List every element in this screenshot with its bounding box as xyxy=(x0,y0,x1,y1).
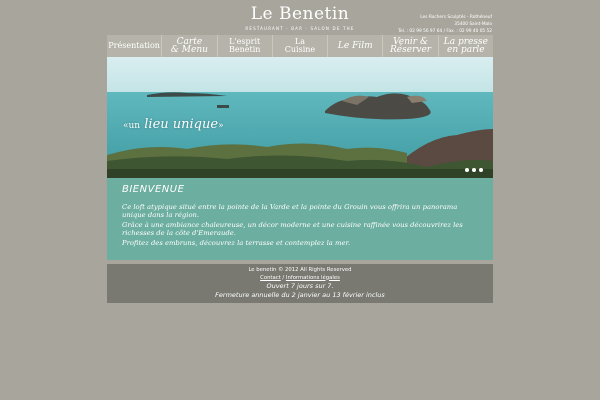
nav-film[interactable]: Le Film xyxy=(328,35,383,57)
welcome-text xyxy=(122,203,482,249)
nav-esprit-benetin[interactable]: L'esprit Benetin xyxy=(218,35,273,57)
annual-closure: Fermeture annuelle du 2 janvier au 13 février inclus xyxy=(215,291,385,299)
welcome-section xyxy=(107,178,493,260)
city-line: 35400 Saint-Malo xyxy=(454,22,492,27)
nav-presse[interactable]: La presse en parle xyxy=(443,37,488,55)
logo-subtitle: RESTAURANT · BAR · SALON DE THE xyxy=(245,26,355,31)
welcome-paragraph: Profitez des embruns, découvrez la terrasse et contemplez la mer. xyxy=(122,239,351,247)
caption-quote-open: « xyxy=(123,121,129,131)
hero-slideshow[interactable] xyxy=(107,57,493,178)
link-separator: / xyxy=(280,274,286,281)
slide-dot[interactable] xyxy=(479,168,483,172)
opening-hours: Ouvert 7 jours sur 7. xyxy=(266,282,334,290)
slide-dot[interactable] xyxy=(465,168,469,172)
caption-quote-close: » xyxy=(218,121,224,131)
nav-carte-menu[interactable]: Carte & Menu xyxy=(162,35,217,57)
hero-caption xyxy=(123,117,224,132)
caption-prefix: un xyxy=(128,121,141,131)
welcome-paragraph: Grâce à une ambiance chaleureuse, un décor moderne et une cuisine raffinée vous découvrirez les richesses de la côte d'Emeraude. xyxy=(122,221,463,237)
logo[interactable] xyxy=(230,4,370,31)
nav-venir-reserver[interactable]: Venir & Réserver xyxy=(383,35,438,57)
caption-main: lieu unique xyxy=(144,117,219,132)
slide-indicators xyxy=(465,168,483,172)
nav-presentation[interactable]: Présentation xyxy=(107,35,162,57)
welcome-heading: BIENVENUE xyxy=(122,184,185,195)
welcome-paragraph: Ce loft atypique situé entre la pointe de la Varde et la pointe du Grouin vous offrira un panorama unique dans la région. xyxy=(122,203,458,219)
main-nav xyxy=(107,35,493,57)
nav-cuisine[interactable]: La Cuisine xyxy=(273,35,328,57)
phone-line: Tel. : 02 99 56 97 64 / Fax. : 02 99 40 05 52 xyxy=(398,29,492,34)
logo-title: Le Benetin xyxy=(250,4,350,24)
legal-info-link[interactable]: Informations légales xyxy=(285,274,340,281)
slide-dot[interactable] xyxy=(472,168,476,172)
footer xyxy=(107,264,493,303)
footer-links xyxy=(107,275,493,283)
copyright: Le benetin © 2012 All Rights Reserved xyxy=(248,267,352,273)
contact-link[interactable]: Contact xyxy=(260,274,281,281)
address-line: Les Rochers Sculptés - Rothéneuf xyxy=(420,15,492,20)
contact-info xyxy=(398,14,492,35)
